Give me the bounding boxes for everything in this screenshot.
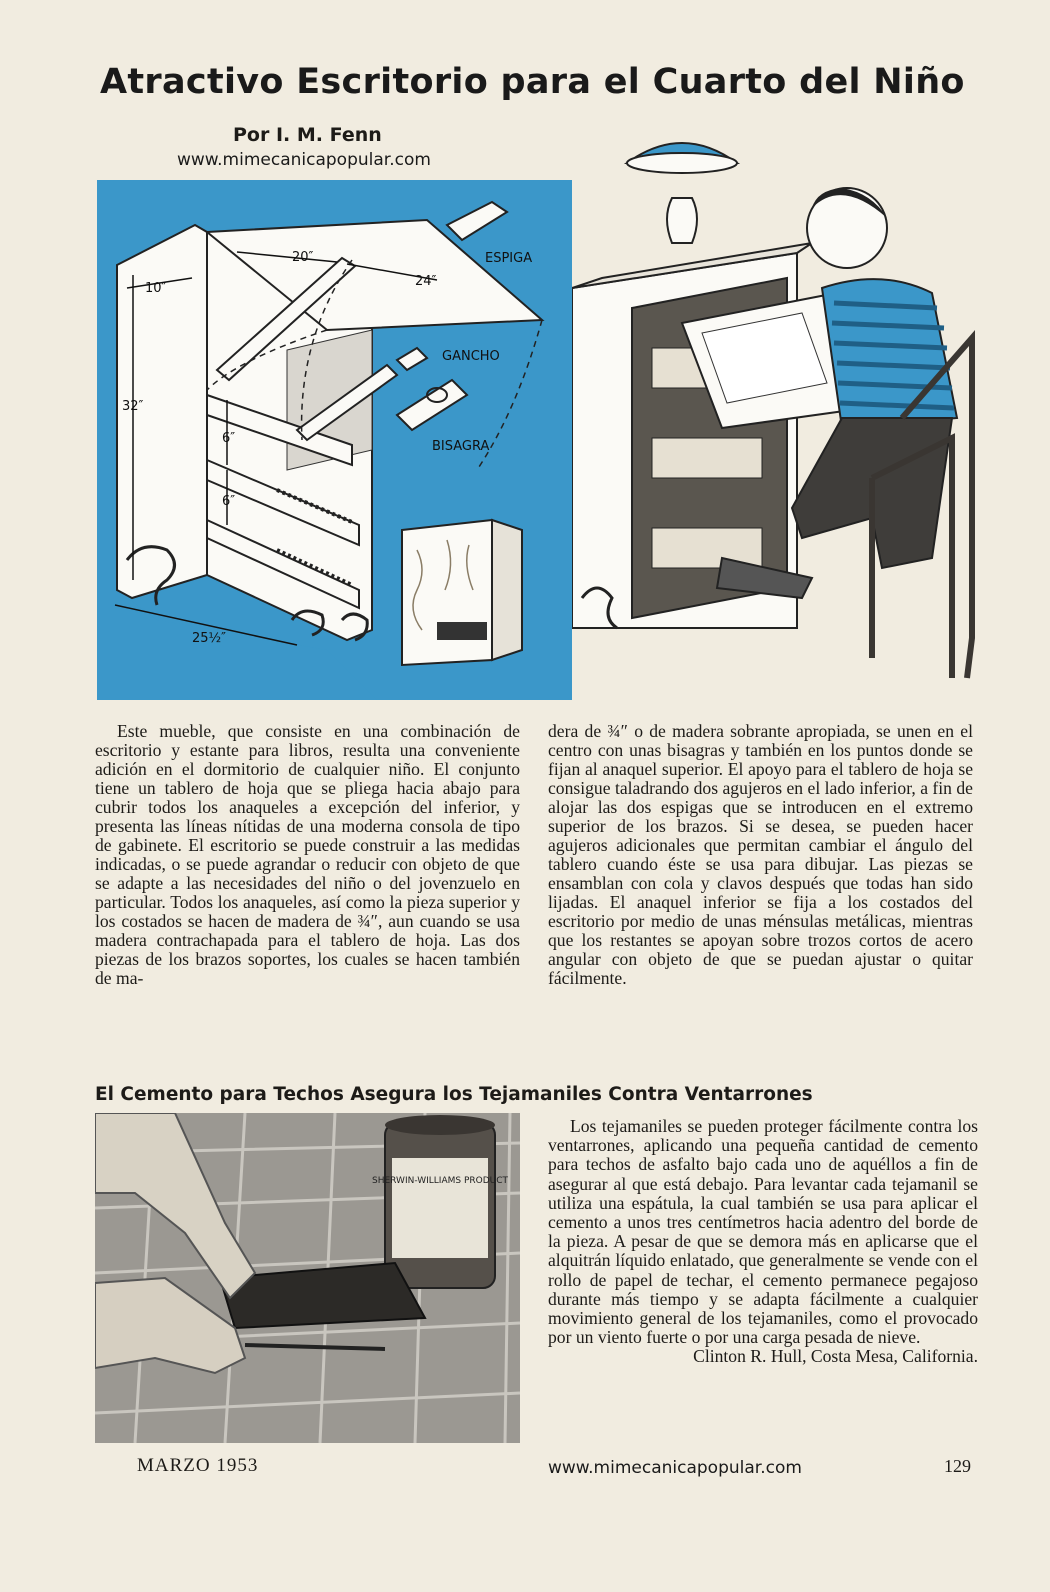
- can-label: SHERWIN-WILLIAMS PRODUCT: [371, 1176, 509, 1186]
- roofing-cement-photo: [95, 1113, 520, 1443]
- boy-at-desk-illustration: [572, 118, 992, 700]
- second-article-body: Los tejamaniles se pueden proteger fácilmente contra los ventarrones, aplicando una pequeña cantidad de cemento para techos de asfalto bajo cada uno de aquéllos a fin de asegurar al que está debajo. Para levantar cada tejamanil se utiliza una espátula, la cual también se usa para aplicar el cemento a unos tres centímetros hacia adentro del borde de la pieza. A pesar de que se demora más en aplicarse que el alquitrán líquido enlatado, que generalmente se vende con el rollo de papel de techar, el cemento permanece pegajoso durante más tiempo y se adapta fácilmente a cualquier movimiento general de los tejamaniles, como el provocado por un viento fuerte o por una carga pesada de nieve.: [548, 1116, 978, 1348]
- construction-diagram: [97, 180, 572, 700]
- watermark-bottom: www.mimecanicapopular.com: [548, 1458, 802, 1478]
- page-number: 129: [944, 1456, 971, 1476]
- dim-width-top: 20″: [292, 250, 314, 265]
- issue-date: MARZO 1953: [137, 1455, 259, 1476]
- article-body-left: Este mueble, que consiste en una combinación de escritorio y estante para libros, resulta una conveniente adición en el dormitorio de cualquier niño. El conjunto tiene un tablero de hoja que se pliega hacia abajo para cubrir todos los anaqueles a excepción del inferior, y presenta las líneas nítidas de una moderna consola de tipo de gabinete. El escritorio se puede construir a las medidas indicadas, o se puede agrandar o reducir con objeto de que se adapte a las necesidades del niño o del jovenzuelo en particular. Todos los anaqueles, así como la pieza superior y los costados se hacen de madera de ¾″, aun cuando se usa madera contrachapada para el tablero de hoja. Las dos piezas de los brazos soportes, los cuales se hacen también de ma-: [95, 721, 520, 988]
- second-article-signature: Clinton R. Hull, Costa Mesa, California.: [693, 1346, 978, 1367]
- dim-shelf-gap-1: 6″: [222, 431, 236, 446]
- label-espiga: ESPIGA: [485, 251, 533, 266]
- dim-base-width: 25½″: [192, 631, 226, 646]
- second-article-title: El Cemento para Techos Asegura los Tejamaniles Contra Ventarrones: [95, 1084, 813, 1105]
- article-byline: Por I. M. Fenn: [233, 124, 382, 146]
- desk-exploded-drawing: [97, 180, 572, 700]
- dim-depth-top: 24″: [415, 274, 437, 289]
- watermark-top: www.mimecanicapopular.com: [177, 150, 431, 170]
- label-gancho: GANCHO: [442, 349, 500, 364]
- dim-side-depth: 10″: [145, 281, 167, 296]
- dim-shelf-gap-2: 6″: [222, 494, 236, 509]
- article-body-right: dera de ¾″ o de madera sobrante apropiada, se unen en el centro con unas bisagras y también en los puntos donde se fijan al anaquel superior. El apoyo para el tablero de hoja se consigue taladrando dos agujeros en el lado inferior, a fin de alojar las dos espigas que se introducen en el extremo superior de los brazos. Si se desea, se pueden hacer agujeros adicionales que permitan cambiar el ángulo del tablero cuando éste se usa para dibujar. Las piezas se ensamblan con cola y clavos después que todas han sido lijadas. El anaquel inferior se fija a los costados del escritorio por medio de unas ménsulas metálicas, mientras que los restantes se apoyan sobre trozos cortos de acero angular con objeto de que se puedan ajustar o quitar fácilmente.: [548, 721, 973, 988]
- article-body-left-column: [95, 722, 520, 988]
- article-title: Atractivo Escritorio para el Cuarto del Niño: [100, 62, 965, 102]
- article-body-right-column: [548, 722, 973, 988]
- second-article-body-column: [548, 1117, 978, 1367]
- dim-height: 32″: [122, 399, 144, 414]
- label-bisagra: BISAGRA: [432, 439, 490, 454]
